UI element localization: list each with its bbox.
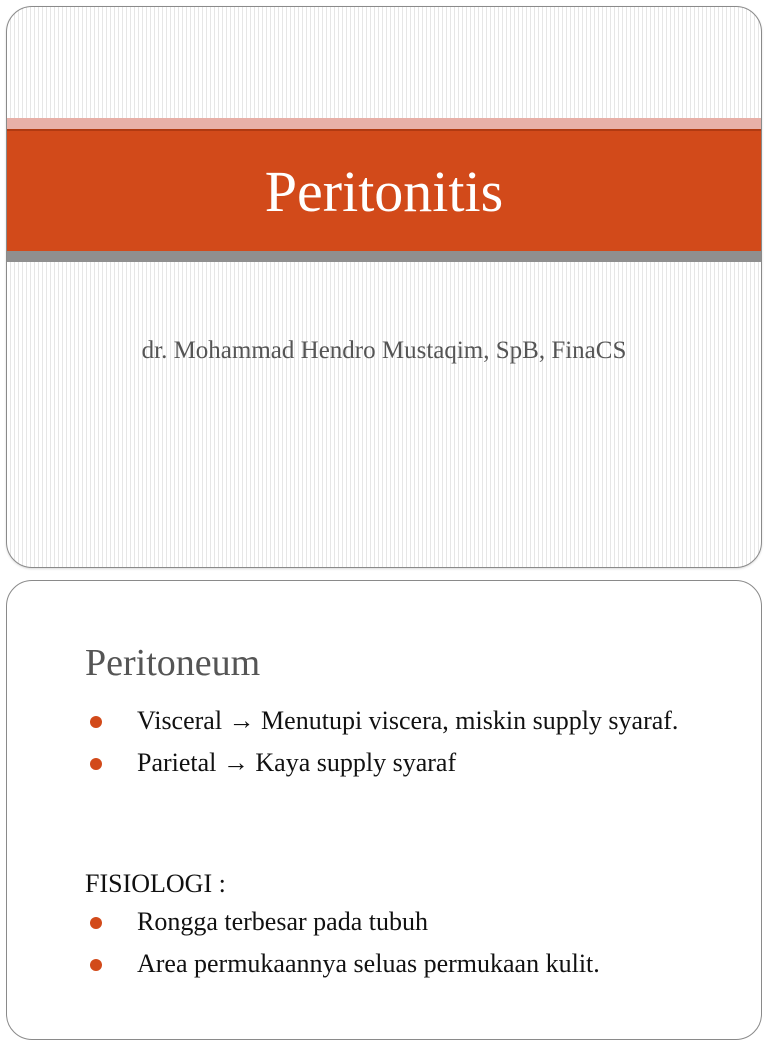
list-item: [85, 946, 705, 982]
section-label: FISIOLOGI :: [85, 869, 226, 898]
slide-title: Peritonitis: [264, 159, 504, 224]
content-heading: Peritoneum: [85, 642, 261, 684]
bullet-list-fisiologi: [85, 904, 705, 988]
list-item: [85, 745, 705, 781]
list-item: [85, 904, 705, 940]
list-item-text: Visceral → Menutupi viscera, miskin supply syaraf.: [137, 706, 679, 735]
bullet-icon: [90, 959, 102, 971]
content-slide: [6, 580, 762, 1040]
list-item-text: Area permukaannya seluas permukaan kulit.: [137, 949, 600, 978]
bullet-icon: [90, 917, 102, 929]
list-item-text: Parietal → Kaya supply syaraf: [137, 748, 457, 777]
list-item: [85, 703, 705, 739]
bullet-icon: [90, 758, 102, 770]
title-slide: [6, 6, 762, 568]
title-band-bottom-accent: [7, 251, 761, 262]
title-band-top-accent: [7, 118, 761, 129]
list-item-text: Rongga terbesar pada tubuh: [137, 907, 428, 936]
slide-subtitle: dr. Mohammad Hendro Mustaqim, SpB, FinaCS: [141, 337, 627, 364]
bullet-list: [85, 703, 705, 787]
bullet-icon: [90, 716, 102, 728]
